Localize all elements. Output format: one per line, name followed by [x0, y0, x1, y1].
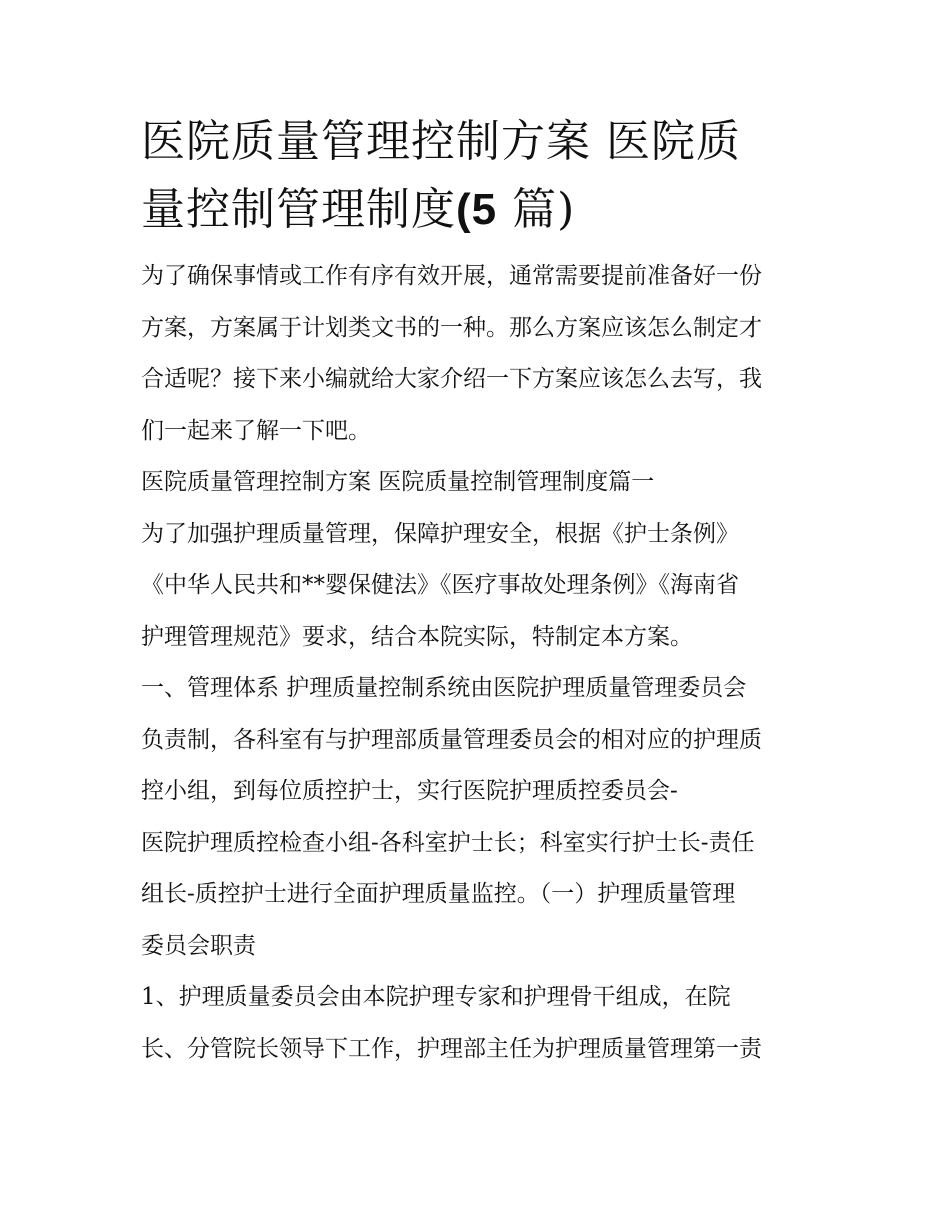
- title-suffix: 篇): [512, 184, 576, 235]
- body-line: 为了确保事情或工作有序有效开展，通常需要提前准备好一份: [141, 263, 762, 289]
- section-heading: 医院质量管理控制方案 医院质量控制管理制度篇一: [141, 469, 655, 495]
- title-line-2: 量控制管理制度: [141, 184, 456, 235]
- body-line: 一、管理体系 护理质量控制系统由医院护理质量管理委员会: [141, 675, 747, 701]
- body-line: 为了加强护理质量管理，保障护理安全，根据《护士条例》: [141, 520, 739, 547]
- document-title: [141, 108, 813, 244]
- body-line: 控小组，到每位质控护士，实行医院护理质控委员会-: [141, 778, 678, 804]
- body-line: 1、护理质量委员会由本院护理专家和护理骨干组成，在院: [141, 984, 731, 1010]
- body-line: 长、分管院长领导下工作，护理部主任为护理质量管理第一责: [141, 1035, 762, 1062]
- body-line: 《中华人民共和**婴保健法》《医疗事故处理条例》《海南省: [141, 572, 739, 598]
- body-line: 护理管理规范》要求，结合本院实际，特制定本方案。: [141, 623, 693, 650]
- body-line: 们一起来了解一下吧。: [141, 417, 371, 444]
- title-count: (5: [456, 185, 498, 234]
- body-line: 方案，方案属于计划类文书的一种。那么方案应该怎么制定才: [141, 314, 762, 341]
- document-body: [141, 251, 813, 1075]
- document-page: [141, 108, 813, 1075]
- body-line: 医院护理质控检查小组-各科室护士长；科室实行护士长-责任: [141, 829, 755, 856]
- body-line: 合适呢？接下来小编就给大家介绍一下方案应该怎么去写，我: [141, 366, 762, 392]
- body-line: 委员会职责: [141, 932, 256, 959]
- body-line: 组长-质控护士进行全面护理质量监控。（一）护理质量管理: [141, 881, 736, 907]
- body-line: 负责制，各科室有与护理部质量管理委员会的相对应的护理质: [141, 726, 762, 753]
- title-line-1: 医院质量管理控制方案 医院质: [141, 116, 741, 167]
